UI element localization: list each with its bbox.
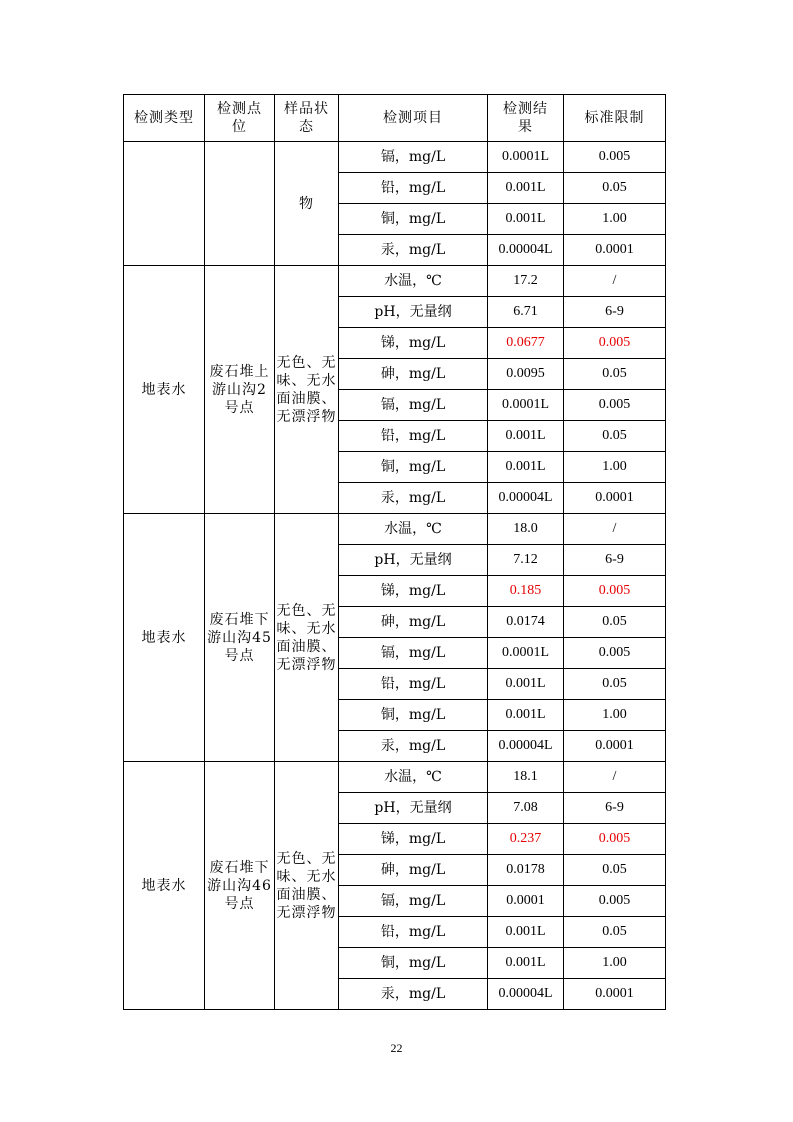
point-cell [205, 142, 275, 266]
result-cell: 0.001L [488, 917, 564, 948]
result-cell: 7.12 [488, 545, 564, 576]
header-limit: 标准限制 [564, 95, 666, 142]
limit-cell: 0.005 [564, 328, 666, 359]
state-cell: 无色、无味、无水面油膜、无漂浮物 [275, 762, 339, 1010]
item-cell: pH，无量纲 [339, 793, 488, 824]
limit-cell: 1.00 [564, 948, 666, 979]
result-cell: 0.0001L [488, 142, 564, 173]
result-cell: 0.0174 [488, 607, 564, 638]
result-cell: 0.00004L [488, 235, 564, 266]
result-cell: 0.185 [488, 576, 564, 607]
item-cell: 砷，mg/L [339, 359, 488, 390]
table-row [124, 514, 666, 545]
result-cell: 6.71 [488, 297, 564, 328]
result-cell: 0.00004L [488, 483, 564, 514]
result-cell: 7.08 [488, 793, 564, 824]
item-cell: 汞，mg/L [339, 235, 488, 266]
table-row [124, 762, 666, 793]
state-cell: 无色、无味、无水面油膜、无漂浮物 [275, 514, 339, 762]
item-cell: 铜，mg/L [339, 452, 488, 483]
point-cell: 废石堆下游山沟45号点 [205, 514, 275, 762]
item-cell: 铜，mg/L [339, 700, 488, 731]
item-cell: 镉，mg/L [339, 886, 488, 917]
result-cell: 0.001L [488, 204, 564, 235]
result-cell: 0.0001L [488, 390, 564, 421]
limit-cell: / [564, 514, 666, 545]
result-cell: 0.00004L [488, 731, 564, 762]
result-cell: 0.001L [488, 700, 564, 731]
limit-cell: 0.05 [564, 359, 666, 390]
limit-cell: 0.005 [564, 824, 666, 855]
result-cell: 17.2 [488, 266, 564, 297]
type-cell: 地表水 [124, 762, 205, 1010]
item-cell: 铜，mg/L [339, 948, 488, 979]
header-point: 检测点位 [205, 95, 275, 142]
limit-cell: 0.005 [564, 142, 666, 173]
limit-cell: 0.05 [564, 173, 666, 204]
result-cell: 0.001L [488, 948, 564, 979]
item-cell: pH，无量纲 [339, 297, 488, 328]
item-cell: 铅，mg/L [339, 917, 488, 948]
result-cell: 0.0001L [488, 638, 564, 669]
limit-cell: 0.005 [564, 390, 666, 421]
item-cell: 铜，mg/L [339, 204, 488, 235]
limit-cell: 6-9 [564, 793, 666, 824]
limit-cell: 6-9 [564, 297, 666, 328]
result-cell: 0.00004L [488, 979, 564, 1010]
item-cell: 汞，mg/L [339, 731, 488, 762]
limit-cell: 0.05 [564, 855, 666, 886]
limit-cell: 0.005 [564, 638, 666, 669]
item-cell: 锑，mg/L [339, 328, 488, 359]
limit-cell: 1.00 [564, 452, 666, 483]
item-cell: 锑，mg/L [339, 576, 488, 607]
item-cell: 水温，℃ [339, 762, 488, 793]
state-cell: 无色、无味、无水面油膜、无漂浮物 [275, 266, 339, 514]
type-cell [124, 142, 205, 266]
page-number: 22 [390, 1041, 403, 1055]
point-cell: 废石堆上游山沟2号点 [205, 266, 275, 514]
limit-cell: 0.05 [564, 421, 666, 452]
limit-cell: 1.00 [564, 700, 666, 731]
item-cell: 砷，mg/L [339, 607, 488, 638]
item-cell: 锑，mg/L [339, 824, 488, 855]
header-item: 检测项目 [339, 95, 488, 142]
limit-cell: 6-9 [564, 545, 666, 576]
limit-cell: 0.0001 [564, 235, 666, 266]
result-cell: 0.0178 [488, 855, 564, 886]
type-cell: 地表水 [124, 266, 205, 514]
results-table [123, 94, 666, 1010]
result-cell: 18.0 [488, 514, 564, 545]
result-cell: 0.001L [488, 421, 564, 452]
table-row [124, 142, 666, 173]
limit-cell: / [564, 762, 666, 793]
limit-cell: 0.0001 [564, 979, 666, 1010]
limit-cell: 1.00 [564, 204, 666, 235]
point-cell: 废石堆下游山沟46号点 [205, 762, 275, 1010]
result-cell: 0.0677 [488, 328, 564, 359]
header-row [124, 95, 666, 142]
result-cell: 0.237 [488, 824, 564, 855]
item-cell: 铅，mg/L [339, 421, 488, 452]
item-cell: 镉，mg/L [339, 638, 488, 669]
result-cell: 0.0001 [488, 886, 564, 917]
limit-cell: 0.05 [564, 917, 666, 948]
item-cell: pH，无量纲 [339, 545, 488, 576]
limit-cell: 0.005 [564, 886, 666, 917]
item-cell: 镉，mg/L [339, 142, 488, 173]
limit-cell: 0.05 [564, 607, 666, 638]
item-cell: 汞，mg/L [339, 483, 488, 514]
result-cell: 0.001L [488, 452, 564, 483]
state-cell: 物 [275, 142, 339, 266]
result-cell: 0.0095 [488, 359, 564, 390]
result-cell: 18.1 [488, 762, 564, 793]
limit-cell: 0.05 [564, 669, 666, 700]
item-cell: 砷，mg/L [339, 855, 488, 886]
limit-cell: / [564, 266, 666, 297]
item-cell: 镉，mg/L [339, 390, 488, 421]
table-row [124, 266, 666, 297]
type-cell: 地表水 [124, 514, 205, 762]
item-cell: 汞，mg/L [339, 979, 488, 1010]
result-cell: 0.001L [488, 173, 564, 204]
limit-cell: 0.005 [564, 576, 666, 607]
limit-cell: 0.0001 [564, 483, 666, 514]
item-cell: 水温，℃ [339, 266, 488, 297]
header-type: 检测类型 [124, 95, 205, 142]
item-cell: 铅，mg/L [339, 173, 488, 204]
item-cell: 铅，mg/L [339, 669, 488, 700]
item-cell: 水温，℃ [339, 514, 488, 545]
header-state: 样品状态 [275, 95, 339, 142]
result-cell: 0.001L [488, 669, 564, 700]
header-result: 检测结果 [488, 95, 564, 142]
limit-cell: 0.0001 [564, 731, 666, 762]
